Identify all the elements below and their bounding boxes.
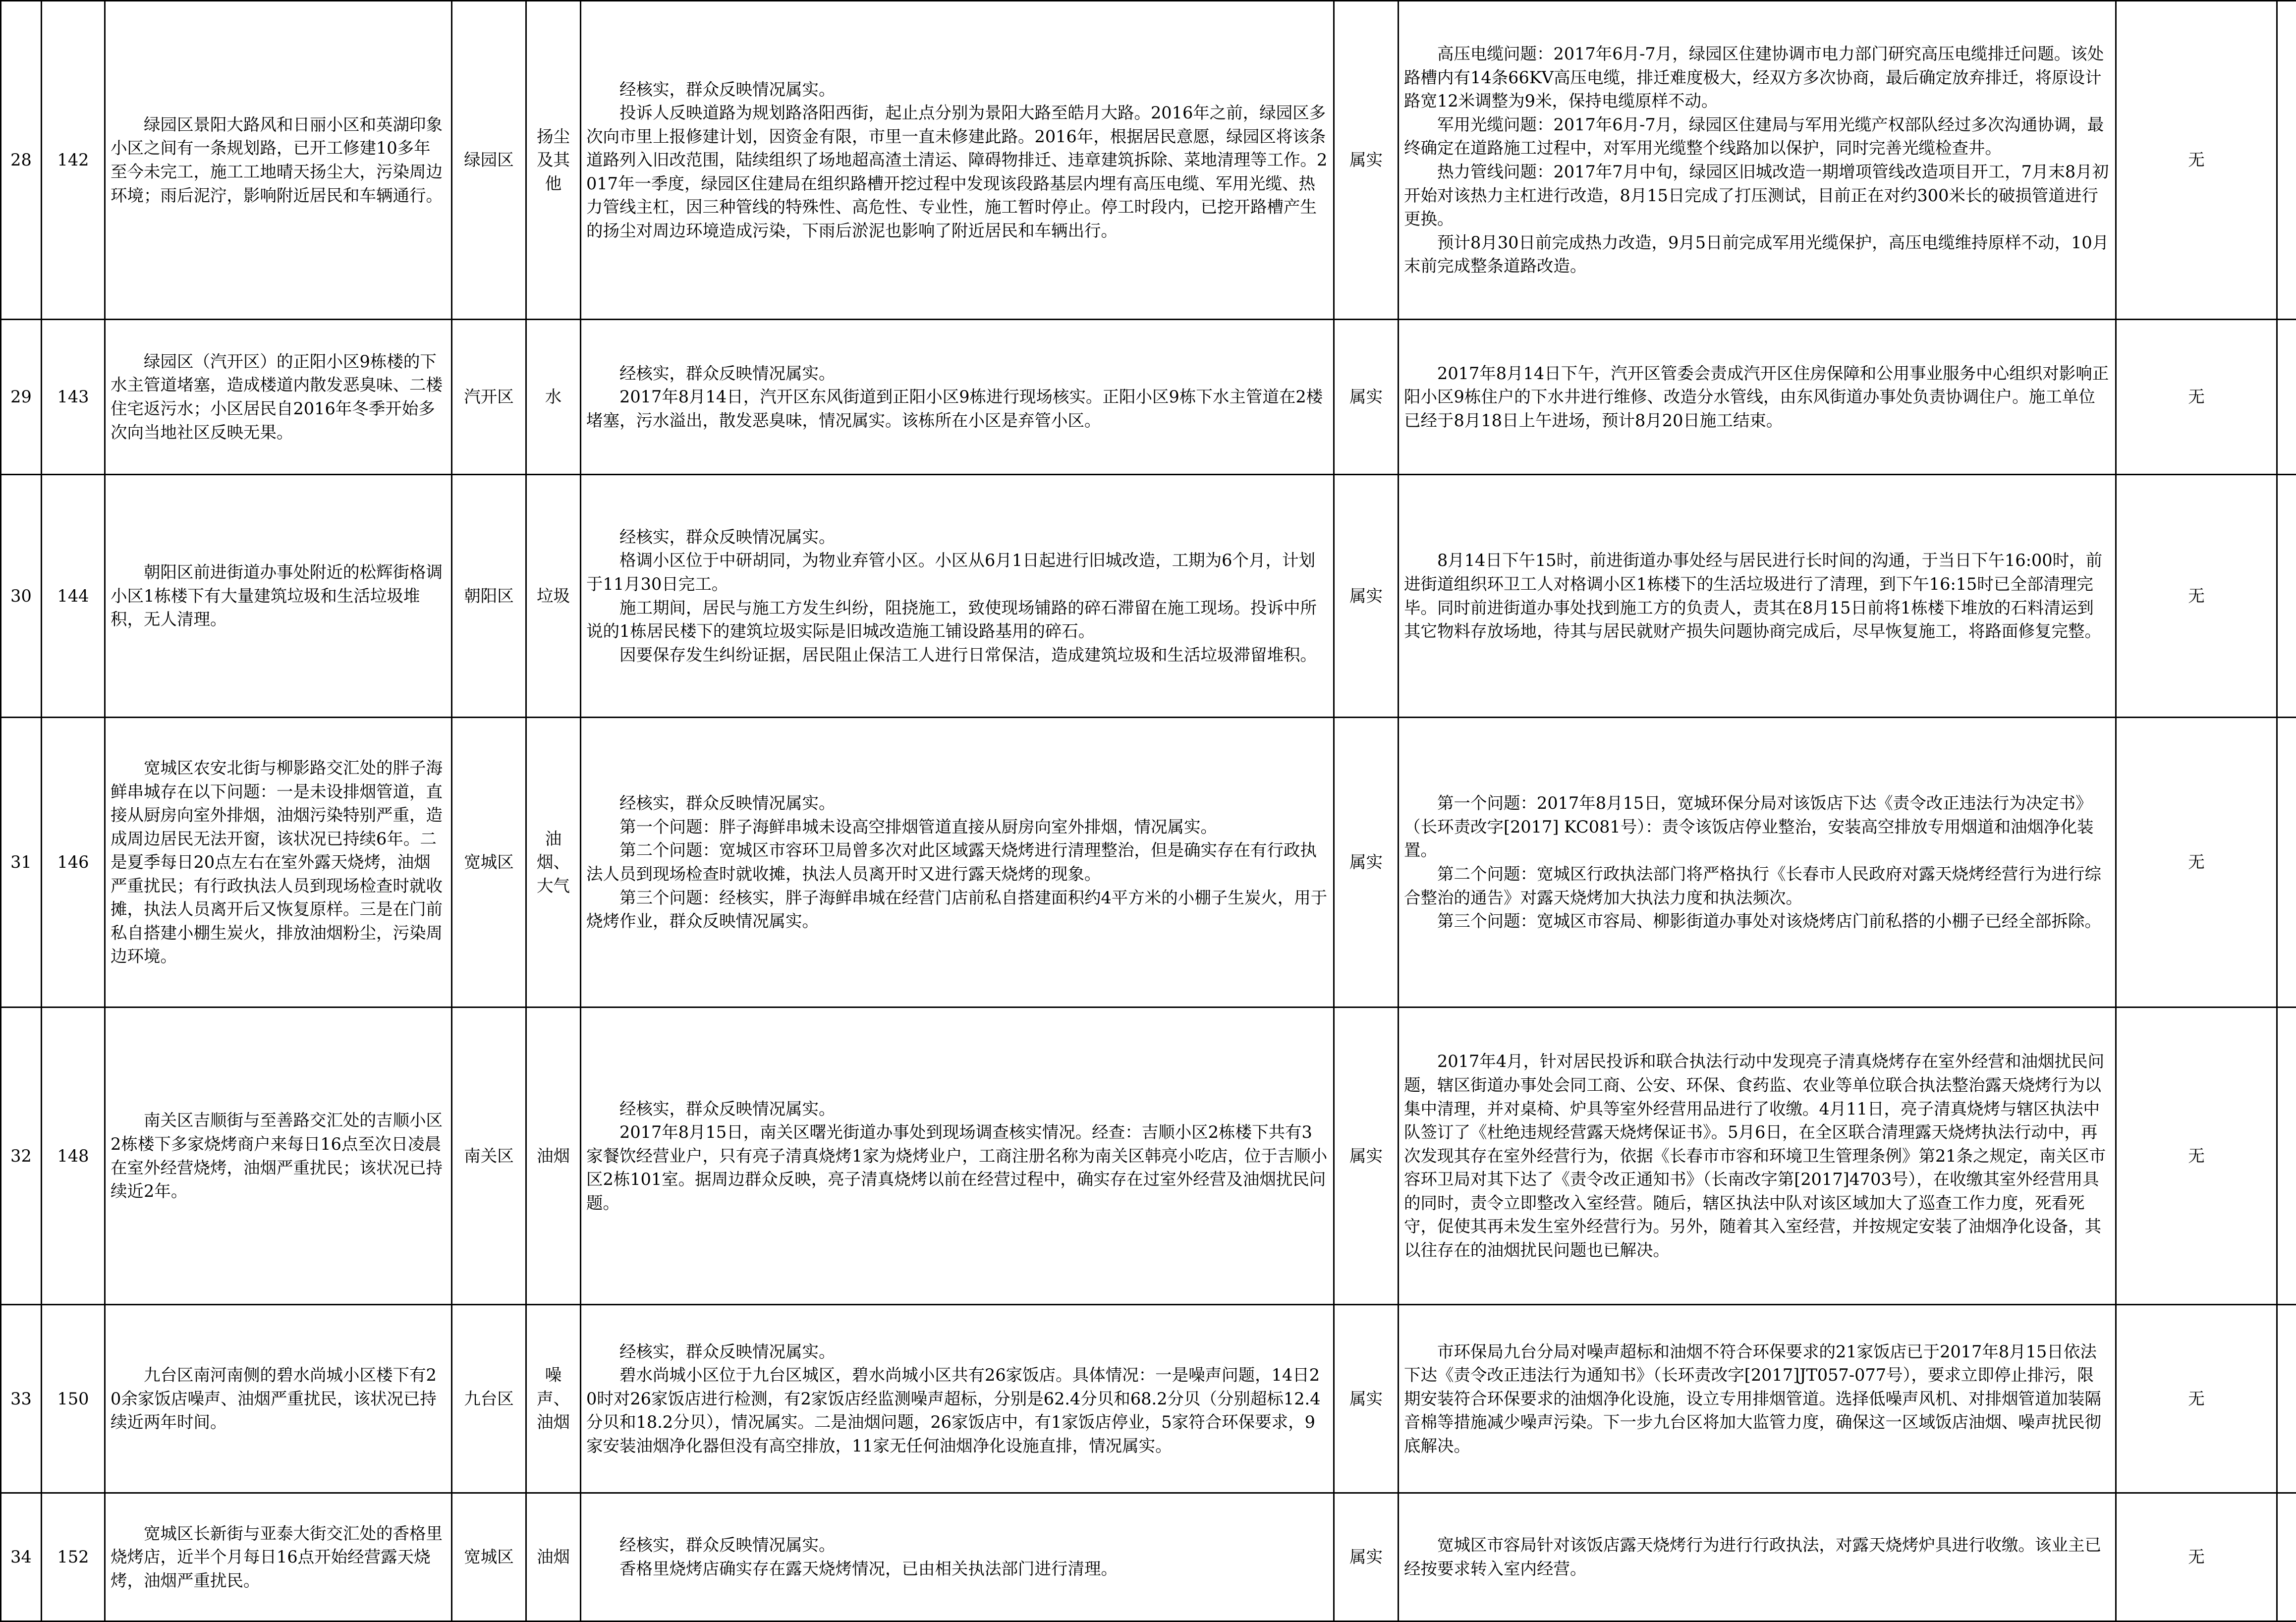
district: 宽城区	[452, 1493, 526, 1622]
table-row	[1, 1007, 2296, 1305]
blank-cell	[2277, 718, 2296, 1007]
pollution-category: 垃圾	[526, 475, 581, 718]
case-number: 150	[42, 1305, 105, 1493]
verification-text-paragraph: 第一个问题：胖子海鲜串城未设高空排烟管道直接从厨房向室外排烟，情况属实。	[619, 817, 1217, 837]
verification-text	[581, 1305, 1334, 1493]
verification-result: 属实	[1334, 475, 1399, 718]
complaint-text-body: 南关区吉顺街与至善路交汇处的吉顺小区2栋楼下多家烧烤商户来每日16点至次日凌晨在室外经营烧烤，油烟严重扰民；该状况已持续近2年。	[111, 1111, 443, 1201]
pollution-category: 油烟	[526, 1493, 581, 1622]
complaint-text-body: 绿园区（汽开区）的正阳小区9栋楼的下水主管道堵塞，造成楼道内散发恶臭味、二楼住宅返污水；小区居民自2016年冬季开始多次向当地社区反映无果。	[111, 351, 443, 442]
complaint-text	[105, 475, 452, 718]
handling-text	[1399, 1493, 2116, 1622]
handling-text-paragraph: 第二个问题：宽城区行政执法部门将严格执行《长春市人民政府对露天烧烤经营行为进行综合整治的通告》对露天烧烤加大执法力度和执法频次。	[1404, 864, 2101, 907]
verification-text-paragraph: 因要保存发生纠纷证据，居民阻止保洁工人进行日常保洁，造成建筑垃圾和生活垃圾滞留堆积。	[619, 645, 1317, 665]
table-row	[1, 718, 2296, 1007]
complaint-text	[105, 1, 452, 320]
handling-text-paragraph: 8月14日下午15时，前进街道办事处经与居民进行长时间的沟通，于当日下午16:00时，前进街道组织环卫工人对格调小区1栋楼下的生活垃圾进行了清理，到下午16:15时已全部清理完毕。同时前进街道办事处找到施工方的负责人，责其在8月15日前将1栋楼下堆放的石料清运到其它物料存放场地，待其与居民就财产损失问题协商完成后，尽早恢复施工，将路面修复完整。	[1404, 551, 2103, 641]
handling-text-paragraph: 高压电缆问题：2017年6月-7月，绿园区住建协调市电力部门研究高压电缆排迁问题。该处路槽内有14条66KV高压电缆，排迁难度极大，经双方多次协商，最后确定放弃排迁，将原设计路宽12米调整为9米，保持电缆原样不动。	[1404, 44, 2104, 111]
verification-result: 属实	[1334, 718, 1399, 1007]
handling-text	[1399, 1, 2116, 320]
row-seq: 32	[1, 1007, 42, 1305]
complaint-text	[105, 1305, 452, 1493]
handling-text-paragraph: 2017年8月14日下午，汽开区管委会责成汽开区住房保障和公用事业服务中心组织对影响正阳小区9栋住户的下水井进行维修、改造分水管线，由东风街道办事处负责协调住户。施工单位已经于8月18日上午进场，预计8月20日施工结束。	[1404, 363, 2109, 430]
blank-cell	[2277, 1305, 2296, 1493]
blank-cell	[2277, 1007, 2296, 1305]
verification-text	[581, 1007, 1334, 1305]
accountability: 无	[2116, 718, 2277, 1007]
verification-text-paragraph: 经核实，群众反映情况属实。	[619, 79, 836, 99]
case-number: 144	[42, 475, 105, 718]
verification-text-paragraph: 香格里烧烤店确实存在露天烧烤情况，已由相关执法部门进行清理。	[619, 1559, 1118, 1578]
verification-text-paragraph: 格调小区位于中研胡同，为物业弃管小区。小区从6月1日起进行旧城改造，工期为6个月，计划于11月30日完工。	[586, 551, 1315, 594]
table-row	[1, 320, 2296, 475]
case-number: 148	[42, 1007, 105, 1305]
district: 朝阳区	[452, 475, 526, 718]
row-seq: 31	[1, 718, 42, 1007]
district: 绿园区	[452, 1, 526, 320]
verification-text	[581, 718, 1334, 1007]
table-row	[1, 1, 2296, 320]
row-seq: 34	[1, 1493, 42, 1622]
complaint-text	[105, 1007, 452, 1305]
accountability: 无	[2116, 1305, 2277, 1493]
verification-text	[581, 475, 1334, 718]
verification-text-paragraph: 经核实，群众反映情况属实。	[619, 793, 836, 813]
verification-text-paragraph: 2017年8月15日，南关区曙光街道办事处到现场调查核实情况。经查：吉顺小区2栋楼下共有3家餐饮经营业户，只有亮子清真烧烤1家为烧烤业户，工商注册名称为南关区韩亮小吃店，位于吉顺小区2栋101室。据周边群众反映，亮子清真烧烤以前在经营过程中，确实存在过室外经营及油烟扰民问题。	[586, 1122, 1328, 1213]
accountability: 无	[2116, 1493, 2277, 1622]
district: 宽城区	[452, 718, 526, 1007]
complaint-text-body: 宽城区长新街与亚泰大街交汇处的香格里烧烤店，近半个月每日16点开始经营露天烧烤，油烟严重扰民。	[111, 1523, 443, 1590]
district: 九台区	[452, 1305, 526, 1493]
verification-text-paragraph: 经核实，群众反映情况属实。	[619, 363, 836, 383]
table-row	[1, 1493, 2296, 1622]
verification-text-paragraph: 施工期间，居民与施工方发生纠纷，阻挠施工，致使现场铺路的碎石滞留在施工现场。投诉中所说的1栋居民楼下的建筑垃圾实际是旧城改造施工铺设路基用的碎石。	[586, 598, 1317, 641]
pollution-category: 油烟、大气	[526, 718, 581, 1007]
verification-result: 属实	[1334, 1, 1399, 320]
verification-text-paragraph: 2017年8月14日，汽开区东风街道到正阳小区9栋进行现场核实。正阳小区9栋下水主管道在2楼堵塞，污水溢出，散发恶臭味，情况属实。该栋所在小区是弃管小区。	[586, 387, 1323, 430]
handling-text-paragraph: 预计8月30日前完成热力改造，9月5日前完成军用光缆保护，高压电缆维持原样不动，10月末前完成整条道路改造。	[1404, 232, 2109, 276]
pollution-category: 油烟	[526, 1007, 581, 1305]
pollution-category: 水	[526, 320, 581, 475]
blank-cell	[2277, 1493, 2296, 1622]
handling-text	[1399, 320, 2116, 475]
case-number: 152	[42, 1493, 105, 1622]
complaint-text-body: 九台区南河南侧的碧水尚城小区楼下有20余家饭店噪声、油烟严重扰民，该状况已持续近两年时间。	[111, 1365, 437, 1432]
handling-text-paragraph: 市环保局九台分局对噪声超标和油烟不符合环保要求的21家饭店已于2017年8月15日依法下达《责令改正违法行为通知书》（长环责改字[2017]JT057-077号），要求立即停止排污，限期安装符合环保要求的油烟净化设施，设立专用排烟管道。选择低噪声风机、对排烟管道加装隔音棉等措施减少噪声污染。下一步九台区将加大监管力度，确保这一区域饭店油烟、噪声扰民彻底解决。	[1404, 1342, 2101, 1455]
table-body	[1, 1, 2296, 1622]
pollution-category: 扬尘及其他	[526, 1, 581, 320]
verification-text-paragraph: 第三个问题：经核实，胖子海鲜串城在经营门店前私自搭建面积约4平方米的小棚子生炭火，用于烧烤作业，群众反映情况属实。	[586, 888, 1328, 931]
case-number: 143	[42, 320, 105, 475]
verification-text	[581, 1, 1334, 320]
blank-cell	[2277, 1, 2296, 320]
verification-text-paragraph: 经核实，群众反映情况属实。	[619, 527, 836, 547]
handling-text-paragraph: 第一个问题：2017年8月15日，宽城环保分局对该饭店下达《责令改正违法行为决定书》（长环责改字[2017] KC081号）：责令该饭店停业整治，安装高空排放专用烟道和油烟净化装置。	[1404, 793, 2094, 860]
accountability: 无	[2116, 475, 2277, 718]
verification-text-paragraph: 投诉人反映道路为规划路洛阳西街，起止点分别为景阳大路至皓月大路。2016年之前，绿园区多次向市里上报修建计划，因资金有限，市里一直未修建此路。2016年，根据居民意愿，绿园区将该条道路列入旧改范围，陆续组织了场地超高渣土清运、障碍物排迁、违章建筑拆除、菜地清理等工作。2017年一季度，绿园区住建局在组织路槽开挖过程中发现该段路基层内埋有高压电缆、军用光缆、热力管线主杠，因三种管线的特殊性、高危性、专业性，施工暂时停止。停工时段内，已挖开路槽产生的扬尘对周边环境造成污染，下雨后淤泥也影响了附近居民和车辆出行。	[586, 103, 1328, 240]
handling-text-paragraph: 军用光缆问题：2017年6月-7月，绿园区住建局与军用光缆产权部队经过多次沟通协调，最终确定在道路施工过程中，对军用光缆整个线路加以保护，同时完善光缆检查井。	[1404, 114, 2104, 158]
accountability: 无	[2116, 1, 2277, 320]
table-row	[1, 475, 2296, 718]
table-row	[1, 1305, 2296, 1493]
row-seq: 29	[1, 320, 42, 475]
row-seq: 30	[1, 475, 42, 718]
handling-text	[1399, 1007, 2116, 1305]
verification-text-paragraph: 第二个问题：宽城区市容环卫局曾多次对此区域露天烧烤进行清理整治，但是确实存在有行政执法人员到现场检查时就收摊，执法人员离开时又进行露天烧烤的现象。	[586, 840, 1317, 884]
row-seq: 33	[1, 1305, 42, 1493]
verification-text-paragraph: 碧水尚城小区位于九台区城区，碧水尚城小区共有26家饭店。具体情况：一是噪声问题，14日20时对26家饭店进行检测，有2家饭店经监测噪声超标，分别是62.4分贝和68.2分贝（分别超标12.4分贝和18.2分贝），情况属实。二是油烟问题，26家饭店中，有1家饭店停业，5家符合环保要求，9家安装油烟净化器但没有高空排放，11家无任何油烟净化设施直排，情况属实。	[586, 1365, 1321, 1455]
verification-result: 属实	[1334, 1493, 1399, 1622]
handling-text-paragraph: 第三个问题：宽城区市容局、柳影街道办事处对该烧烤店门前私搭的小棚子已经全部拆除。	[1437, 911, 2101, 931]
handling-text	[1399, 718, 2116, 1007]
accountability: 无	[2116, 320, 2277, 475]
accountability: 无	[2116, 1007, 2277, 1305]
verification-result: 属实	[1334, 1305, 1399, 1493]
complaint-text-body: 朝阳区前进街道办事处附近的松辉街格调小区1栋楼下有大量建筑垃圾和生活垃圾堆积，无人清理。	[111, 562, 443, 629]
verification-result: 属实	[1334, 1007, 1399, 1305]
verification-text	[581, 1493, 1334, 1622]
pollution-category: 噪声、油烟	[526, 1305, 581, 1493]
blank-cell	[2277, 320, 2296, 475]
district: 南关区	[452, 1007, 526, 1305]
case-number: 142	[42, 1, 105, 320]
verification-text	[581, 320, 1334, 475]
complaint-text	[105, 718, 452, 1007]
handling-text-paragraph: 宽城区市容局针对该饭店露天烧烤行为进行行政执法，对露天烧烤炉具进行收缴。该业主已经按要求转入室内经营。	[1404, 1535, 2101, 1578]
handling-text	[1399, 475, 2116, 718]
verification-text-paragraph: 经核实，群众反映情况属实。	[619, 1535, 836, 1555]
row-seq: 28	[1, 1, 42, 320]
verification-text-paragraph: 经核实，群众反映情况属实。	[619, 1099, 836, 1119]
blank-cell	[2277, 475, 2296, 718]
verification-result: 属实	[1334, 320, 1399, 475]
verification-text-paragraph: 经核实，群众反映情况属实。	[619, 1342, 836, 1361]
complaint-text	[105, 1493, 452, 1622]
handling-text-paragraph: 2017年4月，针对居民投诉和联合执法行动中发现亮子清真烧烤存在室外经营和油烟扰民问题，辖区街道办事处会同工商、公安、环保、食药监、农业等单位联合执法整治露天烧烤行为以集中清理，并对桌椅、炉具等室外经营用品进行了收缴。4月11日，亮子清真烧烤与辖区执法中队签订了《杜绝违规经营露天烧烤保证书》。5月6日，在全区联合清理露天烧烤执法行动中，再次发现其存在室外经营行为，依据《长春市市容和环境卫生管理条例》第21条之规定，南关区市容环卫局对其下达了《责令改正通知书》（长南改字第[2017]4703号），在收缴其室外经营用具的同时，责令立即整改入室经营。随后，辖区执法中队对该区域加大了巡查工作力度，死看死守，促使其再未发生室外经营行为。另外，随着其入室经营，并按规定安装了油烟净化设备，其以往存在的油烟扰民问题也已解决。	[1404, 1052, 2106, 1260]
district: 汽开区	[452, 320, 526, 475]
case-number: 146	[42, 718, 105, 1007]
complaint-text	[105, 320, 452, 475]
complaint-text-body: 绿园区景阳大路风和日丽小区和英湖印象小区之间有一条规划路，已开工修建10多年至今未完工，施工工地晴天扬尘大，污染周边环境；雨后泥泞，影响附近居民和车辆通行。	[111, 114, 443, 205]
handling-text-paragraph: 热力管线问题：2017年7月中旬，绿园区旧城改造一期增项管线改造项目开工，7月末8月初开始对该热力主杠进行改造，8月15日完成了打压测试，目前正在对约300米长的破损管道进行更换。	[1404, 162, 2109, 229]
handling-text	[1399, 1305, 2116, 1493]
complaint-text-body: 宽城区农安北街与柳影路交汇处的胖子海鲜串城存在以下问题：一是未设排烟管道，直接从厨房向室外排烟，油烟污染特别严重，造成周边居民无法开窗，该状况已持续6年。二是夏季每日20点左右在室外露天烧烤，油烟严重扰民；有行政执法人员到现场检查时就收摊，执法人员离开后又恢复原样。三是在门前私自搭建小棚生炭火，排放油烟粉尘，污染周边环境。	[111, 758, 443, 966]
